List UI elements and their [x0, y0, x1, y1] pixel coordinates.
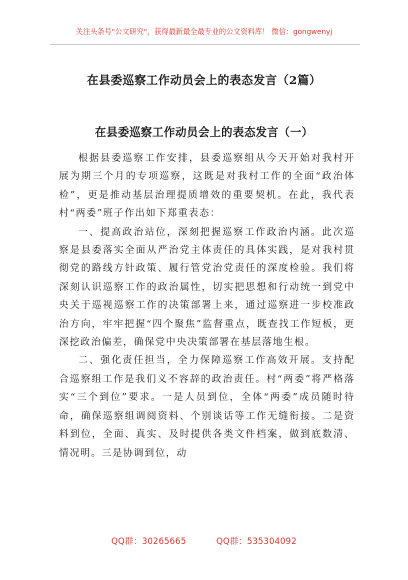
- footer-qq-group-1: QQ群：30265665: [111, 536, 187, 546]
- paragraph-point-2: 二、强化责任担当，全力保障巡察工作高效开展。支持配合巡察组工作是我们义不容辞的政治责任。村“两委”将严格落实“三个到位”要求。一是人员到位，全体“两委”成员随时待命，确保巡察组调阅资料、个别谈话等工作无缝衔接。二是资料到位，全面、真实、及时提供各类文件档案，做到底数清、情况明。三是协调到位，动: [59, 355, 355, 459]
- footer-qq-group-2: QQ群：535304092: [216, 536, 297, 546]
- document-title: 在县委巡察工作动员会上的表态发言（2篇）: [86, 73, 322, 87]
- paragraph-intro: 根据县委巡察工作安排，县委巡察组从今天开始对我村开展为期三个月的专项巡察，这既是对我村工作的全面“政治体检”，更是推动基层治理提质增效的重要契机。在此，我代表村“两委”班子作出如下郑重表态：: [59, 153, 355, 220]
- paragraph-point-1: 一、提高政治站位，深刻把握巡察工作政治内涵。此次巡察是县委落实全面从严治党主体责任的具体实践，是对我村贯彻党的路线方针政策、履行管党治党责任的深度检验。我们将深刻认识巡察工作的政治属性，切实把思想和行动统一到党中央关于巡视巡察工作的决策部署上来，通过巡察进一步校准政治方向，牢牢把握“四个聚焦”监督重点，既查找工作短板，更深挖政治偏差，确保党中央决策部署在基层落地生根。: [59, 226, 355, 349]
- footer: [0, 535, 408, 547]
- header-note: 关注头条号"公文研究"，获得最新最全最专业的公文资料库！ 微信：gongwenyj: [75, 27, 333, 36]
- document-body: [59, 150, 355, 463]
- header-divider: [50, 44, 360, 45]
- section-title: 在县委巡察工作动员会上的表态发言（一）: [94, 125, 314, 139]
